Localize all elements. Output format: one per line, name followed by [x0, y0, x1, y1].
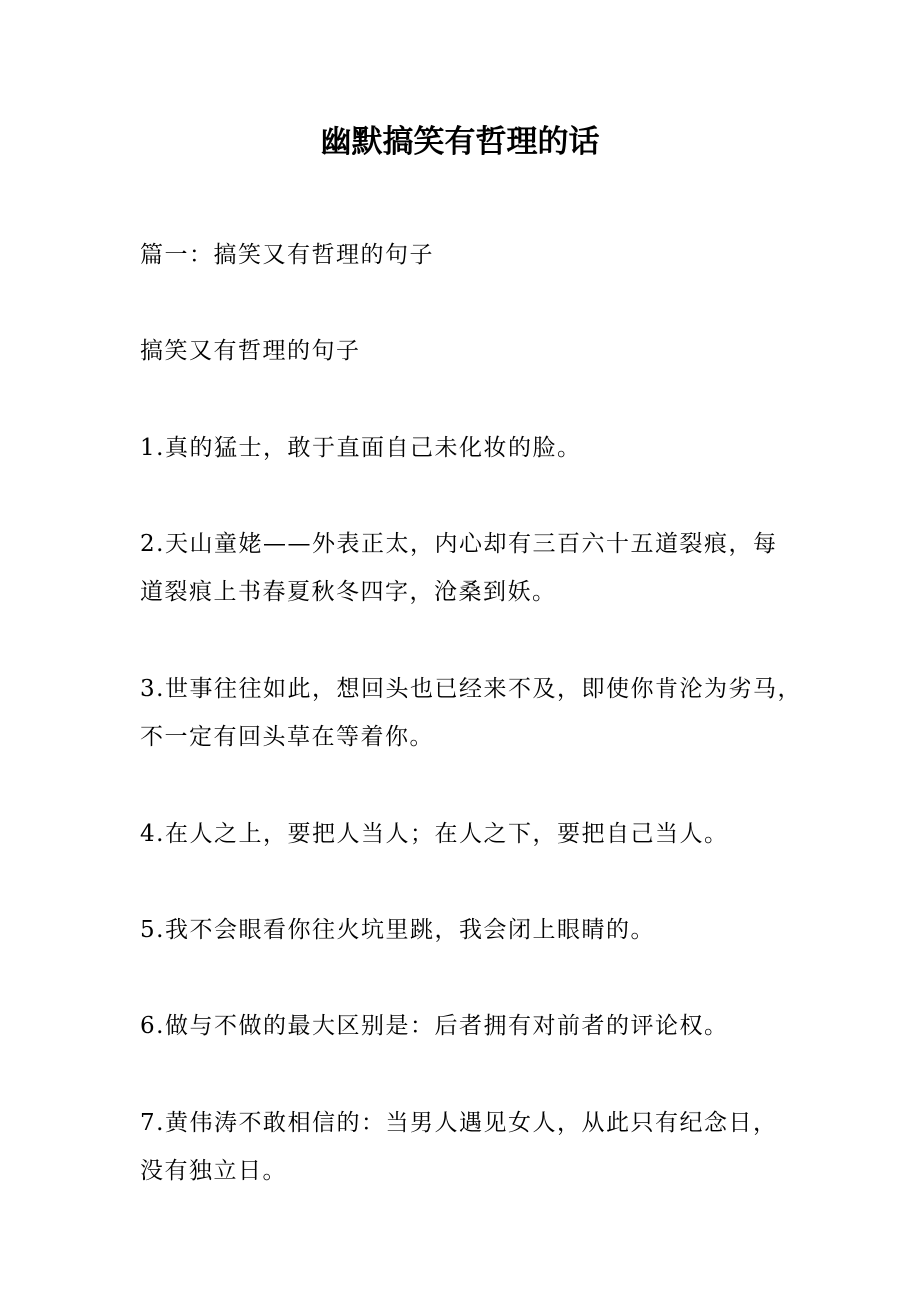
quote-line: 没有独立日。	[140, 1158, 287, 1184]
section-heading: 篇一：搞笑又有哲理的句子	[140, 242, 434, 268]
quote-item-1	[140, 424, 790, 472]
quote-item-6	[140, 1002, 790, 1050]
quote-item-7	[140, 1099, 790, 1195]
quote-item-4	[140, 810, 790, 858]
quote-line: 2.天山童姥——外表正太，内心却有三百六十五道裂痕，每	[140, 531, 778, 557]
quote-line: 5.我不会眼看你往火坑里跳，我会闭上眼睛的。	[140, 917, 655, 943]
quote-line: 不一定有回头草在等着你。	[140, 724, 434, 750]
quote-item-3	[140, 665, 802, 761]
quote-line: 道裂痕上书春夏秋冬四字，沧桑到妖。	[140, 579, 557, 605]
quote-line: 4.在人之上，要把人当人；在人之下，要把自己当人。	[140, 821, 729, 847]
quote-line: 6.做与不做的最大区别是：后者拥有对前者的评论权。	[140, 1013, 729, 1039]
quote-line: 3.世事往往如此，想回头也已经来不及，即使你肯沦为劣马，	[140, 676, 802, 702]
subheading: 搞笑又有哲理的句子	[140, 338, 361, 364]
quote-line: 7.黄伟涛不敢相信的：当男人遇见女人，从此只有纪念日，	[140, 1110, 778, 1136]
quote-item-2	[140, 520, 790, 616]
quote-line: 1.真的猛士，敢于直面自己未化妆的脸。	[140, 435, 582, 461]
document-title: 幽默搞笑有哲理的话	[320, 124, 600, 160]
quote-item-5	[140, 906, 790, 954]
